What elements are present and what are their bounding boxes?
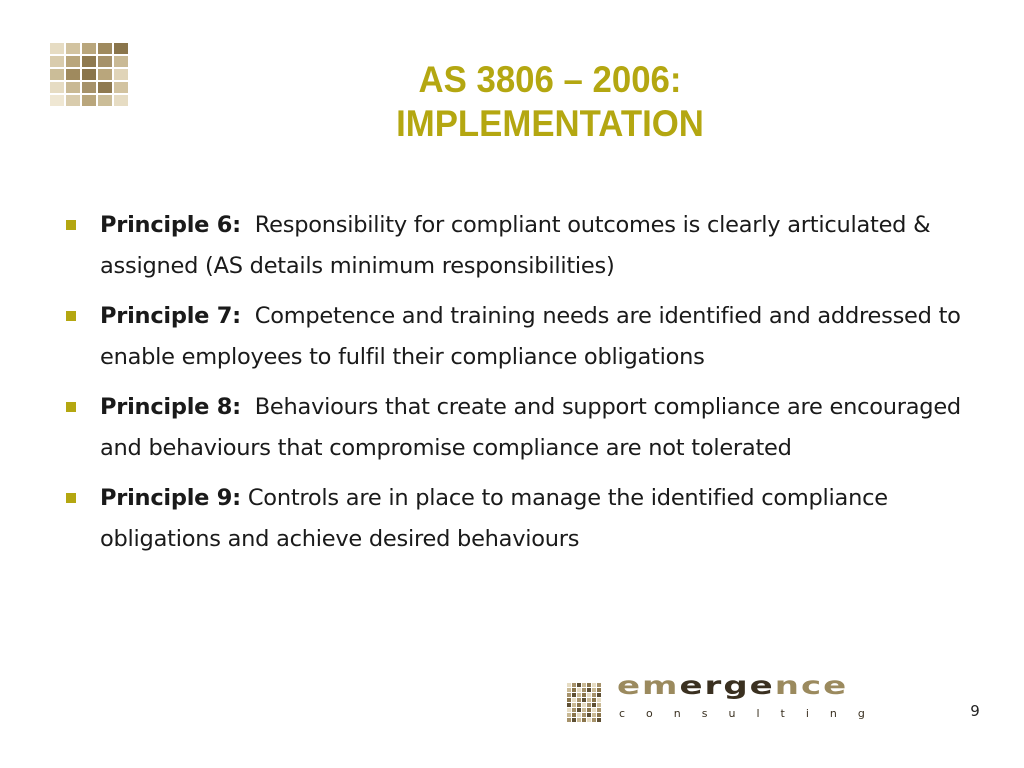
square-bullet-icon: [66, 311, 76, 321]
emergence-consulting-logo: [567, 671, 907, 724]
logo-tile: [592, 713, 596, 717]
square-bullet-icon: [66, 220, 76, 230]
grid-tile: [82, 82, 96, 93]
logo-tile: [567, 703, 571, 707]
logo-tile: [587, 713, 591, 717]
bullet-item: [62, 387, 962, 468]
logo-tile: [597, 688, 601, 692]
logo-tile: [572, 693, 576, 697]
logo-tile: [572, 708, 576, 712]
logo-word-part: em: [617, 671, 680, 701]
bullet-text: Responsibility for compliant outcomes is clearly articulated & assigned (AS details minimum responsibilities): [100, 212, 931, 279]
logo-tile: [592, 703, 596, 707]
grid-tile: [98, 43, 112, 54]
logo-tile: [567, 688, 571, 692]
grid-tile: [114, 69, 128, 80]
grid-tile: [98, 82, 112, 93]
logo-tile: [582, 713, 586, 717]
logo-tile: [587, 708, 591, 712]
grid-tile: [82, 56, 96, 67]
grid-tile: [114, 95, 128, 106]
grid-tile: [114, 56, 128, 67]
grid-tile: [82, 95, 96, 106]
bullet-text: Behaviours that create and support compliance are encouraged and behaviours that compromise compliance are not tolerated: [100, 394, 961, 461]
grid-tile: [50, 95, 64, 106]
logo-tile: [572, 688, 576, 692]
logo-tile: [587, 688, 591, 692]
logo-wordmark: [617, 671, 849, 701]
logo-tile: [567, 693, 571, 697]
logo-tile: [567, 698, 571, 702]
logo-tile: [577, 713, 581, 717]
logo-tile: [572, 683, 576, 687]
logo-subtitle: consulting: [619, 707, 886, 720]
grid-tile: [66, 95, 80, 106]
grid-tile: [50, 56, 64, 67]
grid-tile: [114, 43, 128, 54]
logo-tile: [577, 688, 581, 692]
logo-tile: [597, 693, 601, 697]
logo-tile: [582, 683, 586, 687]
square-bullet-icon: [66, 493, 76, 503]
grid-tile: [50, 82, 64, 93]
logo-word-part: nce: [774, 671, 849, 701]
logo-tile: [577, 683, 581, 687]
logo-tile: [597, 703, 601, 707]
logo-tile: [587, 718, 591, 722]
logo-tile: [592, 698, 596, 702]
logo-tile: [582, 693, 586, 697]
logo-word-part: erge: [679, 671, 775, 701]
grid-tile: [82, 43, 96, 54]
logo-tile: [582, 718, 586, 722]
decorative-grid-icon: [50, 43, 131, 108]
bullet-label: Principle 8:: [100, 394, 241, 420]
logo-tile: [567, 718, 571, 722]
grid-tile: [66, 82, 80, 93]
logo-tile: [567, 683, 571, 687]
logo-tile: [577, 708, 581, 712]
grid-tile: [50, 69, 64, 80]
logo-tile: [597, 718, 601, 722]
grid-tile: [50, 43, 64, 54]
grid-tile: [98, 95, 112, 106]
bullet-item: [62, 478, 962, 559]
grid-tile: [98, 56, 112, 67]
bullet-label: Principle 9:: [100, 485, 241, 511]
logo-tile: [582, 698, 586, 702]
logo-tile: [567, 713, 571, 717]
grid-tile: [66, 56, 80, 67]
grid-tile: [66, 43, 80, 54]
logo-tile: [592, 708, 596, 712]
bullet-label: Principle 6:: [100, 212, 241, 238]
logo-tile: [582, 708, 586, 712]
slide-title: [315, 58, 785, 146]
logo-tile: [592, 683, 596, 687]
page-number: 9: [970, 702, 980, 720]
logo-tile: [597, 713, 601, 717]
logo-tile: [572, 703, 576, 707]
logo-tile: [587, 703, 591, 707]
grid-tile: [98, 69, 112, 80]
bullet-text: Competence and training needs are identified and addressed to enable employees to fulfil their compliance obligations: [100, 303, 961, 370]
logo-tile: [587, 698, 591, 702]
logo-tile: [577, 698, 581, 702]
logo-tile: [567, 708, 571, 712]
logo-tile: [597, 683, 601, 687]
grid-tile: [66, 69, 80, 80]
logo-tile: [597, 708, 601, 712]
logo-tile: [597, 698, 601, 702]
logo-tile: [572, 713, 576, 717]
bullet-label: Principle 7:: [100, 303, 241, 329]
logo-tile: [577, 718, 581, 722]
bullet-text: Controls are in place to manage the identified compliance obligations and achieve desired behaviours: [100, 485, 888, 552]
bullet-item: [62, 205, 962, 286]
logo-tile: [582, 688, 586, 692]
logo-tile: [577, 693, 581, 697]
grid-tile: [114, 82, 128, 93]
logo-tile: [577, 703, 581, 707]
title-line-2: IMPLEMENTATION: [396, 103, 704, 144]
bullet-item: [62, 296, 962, 377]
logo-tile: [572, 718, 576, 722]
grid-tile: [82, 69, 96, 80]
logo-tile: [592, 688, 596, 692]
logo-tile: [582, 703, 586, 707]
square-bullet-icon: [66, 402, 76, 412]
bullet-list: [62, 205, 962, 569]
logo-tile: [587, 693, 591, 697]
logo-tile: [592, 718, 596, 722]
logo-grid-icon: [567, 683, 601, 722]
logo-tile: [592, 693, 596, 697]
title-line-1: AS 3806 – 2006:: [418, 59, 682, 100]
logo-tile: [572, 698, 576, 702]
logo-tile: [587, 683, 591, 687]
